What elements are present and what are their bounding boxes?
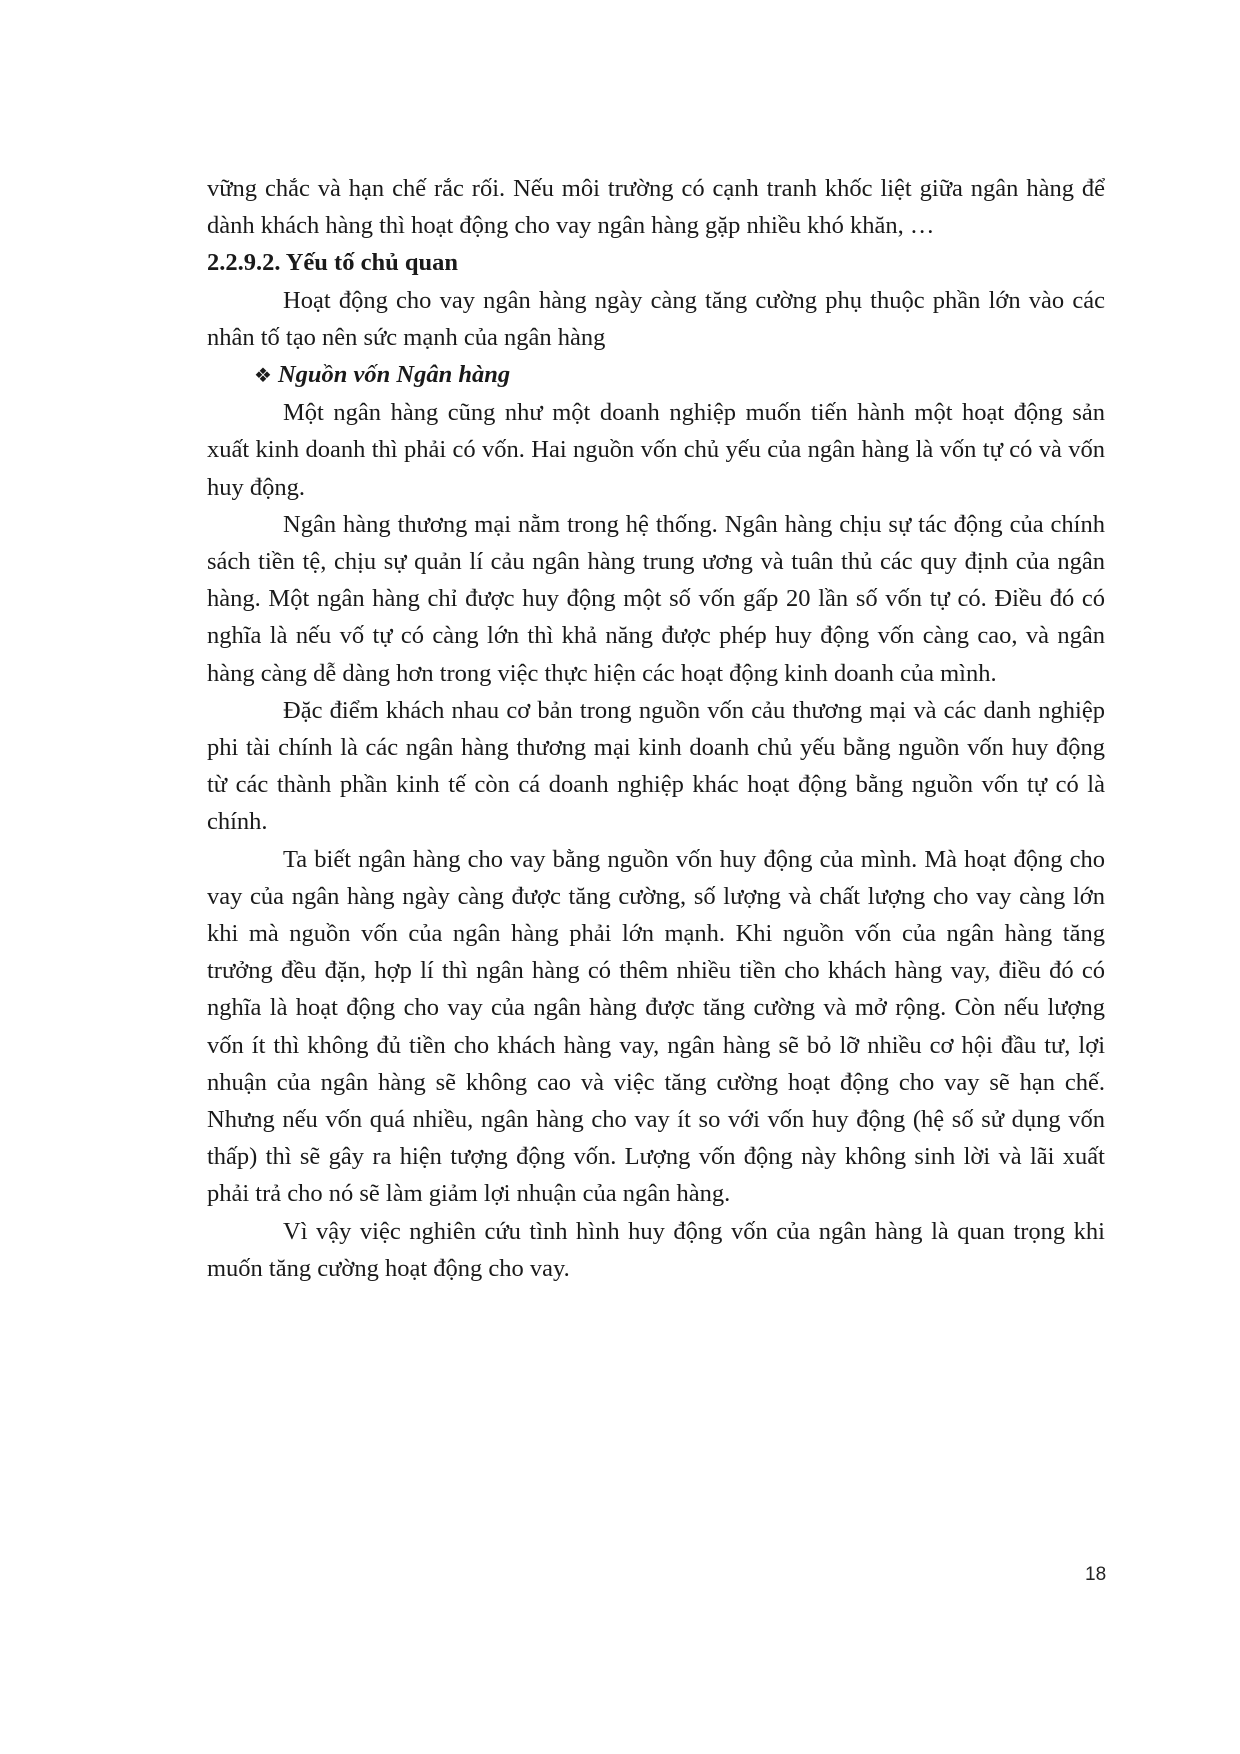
paragraph-2: Ngân hàng thương mại nằm trong hệ thống. Ngân hàng chịu sự tác động của chính sách tiền tệ, chịu sự quản lí cảu ngân hàng trung ương và tuân thủ các quy định của ngân hàng. Một ngân hàng chỉ được huy động một số vốn gấp 20 lần số vốn tự có. Điều đó có nghĩa là nếu vố tự có càng lớn thì khả năng được phép huy động vốn càng cao, và ngân hàng càng dễ dàng hơn trong việc thực hiện các hoạt động kinh doanh của mình.: [207, 510, 1105, 687]
page-number: 18: [1085, 1564, 1107, 1585]
paragraph-1: Một ngân hàng cũng như một doanh nghiệp muốn tiến hành một hoạt động sản xuất kinh doanh thì phải có vốn. Hai nguồn vốn chủ yếu của ngân hàng là vốn tự có và vốn huy động.: [207, 399, 1105, 501]
subsection-heading: [207, 356, 1105, 394]
paragraph-3: Đặc điểm khách nhau cơ bản trong nguồn vốn cảu thương mại và các danh nghiệp phi tài chính là các ngân hàng thương mại kinh doanh chủ yếu bằng nguồn vốn huy động từ các thành phần kinh tế còn cá doanh nghiệp khác hoạt động bằng nguồn vốn tự có là chính.: [207, 696, 1105, 836]
subsection-heading-text: Nguồn vốn Ngân hàng: [277, 361, 511, 389]
diamond-bullet-icon: ❖: [254, 363, 272, 388]
page-body: [207, 170, 1105, 1287]
paragraph-5: Vì vậy việc nghiên cứu tình hình huy động vốn của ngân hàng là quan trọng khi muốn tăng cường hoạt động cho vay.: [207, 1217, 1105, 1282]
paragraph-continuation: vững chắc và hạn chế rắc rối. Nếu môi trường có cạnh tranh khốc liệt giữa ngân hàng để dành khách hàng thì hoạt động cho vay ngân hàng gặp nhiều khó khăn, …: [207, 175, 1105, 240]
section-heading: 2.2.9.2. Yếu tố chủ quan: [207, 249, 458, 277]
paragraph-intro: Hoạt động cho vay ngân hàng ngày càng tăng cường phụ thuộc phần lớn vào các nhân tố tạo nên sức mạnh của ngân hàng: [207, 286, 1105, 351]
paragraph-4: Ta biết ngân hàng cho vay bằng nguồn vốn huy động của mình. Mà hoạt động cho vay của ngân hàng ngày càng được tăng cường, số lượng và chất lượng cho vay càng lớn khi mà nguồn vốn của ngân hàng phải lớn mạnh. Khi nguồn vốn của ngân hàng tăng trưởng đều đặn, hợp lí thì ngân hàng có thêm nhiều tiền cho khách hàng vay, điều đó có nghĩa là hoạt động cho vay của ngân hàng được tăng cường và mở rộng. Còn nếu lượng vốn ít thì không đủ tiền cho khách hàng vay, ngân hàng sẽ bỏ lỡ nhiều cơ hội đầu tư, lợi nhuận của ngân hàng sẽ không cao và việc tăng cường hoạt động cho vay sẽ hạn chế. Nhưng nếu vốn quá nhiều, ngân hàng cho vay ít so với vốn huy động (hệ số sử dụng vốn thấp) thì sẽ gây ra hiện tượng động vốn. Lượng vốn động này không sinh lời và lãi xuất phải trả cho nó sẽ làm giảm lợi nhuận của ngân hàng.: [207, 845, 1105, 1208]
